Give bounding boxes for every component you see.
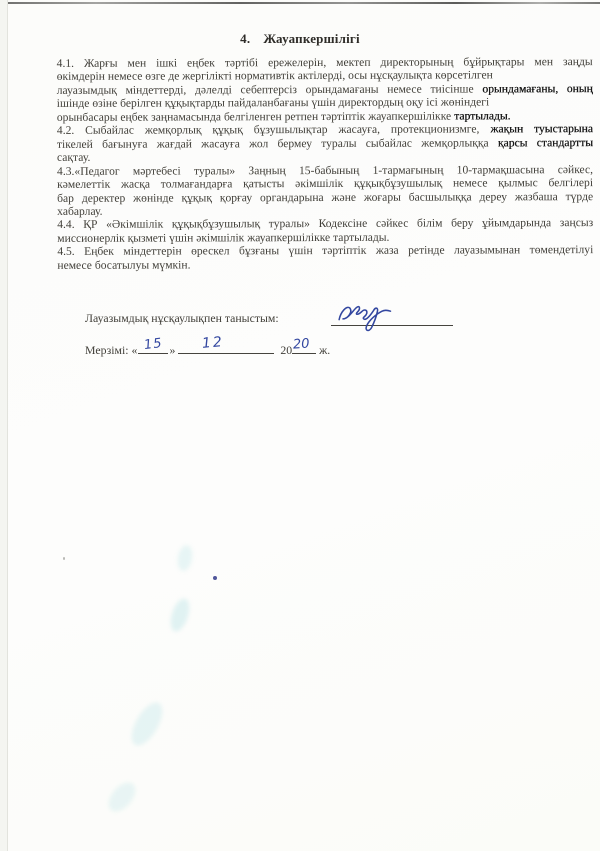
ink-speck-artifact	[63, 557, 65, 560]
year-prefix: 20	[280, 343, 293, 357]
text-line: хабарлау.	[57, 204, 103, 218]
document-body	[57, 55, 594, 272]
date-row	[85, 334, 331, 358]
text-line: бар деректер жөнінде құқық қорғау органдарына және жоғары басшылыққа дереу жазбаша түрде	[57, 189, 594, 205]
ink-bleed-artifact	[125, 698, 168, 751]
scan-top-edge-artifact	[0, 2, 600, 4]
handwritten-day: 15	[143, 335, 164, 354]
text-line: 4.3.«Педагог мәртебесі туралы» Заңның 15-бабының 1-тармағының 10-тармақшасына сәйкес,	[57, 162, 594, 178]
scan-left-edge-artifact	[7, 0, 8, 851]
ink-speck-artifact	[213, 576, 217, 580]
ink-bleed-artifact	[167, 596, 193, 633]
year-blank	[292, 336, 316, 354]
handwritten-signature	[333, 298, 425, 332]
paragraph-4-3	[57, 163, 593, 219]
dark-print-segment: қарсы стандартты	[497, 135, 593, 150]
paragraph-4-5	[57, 243, 593, 272]
dark-print-segment: тартылады.	[454, 109, 511, 123]
section-number: 4.	[240, 31, 251, 46]
text-line: миссионерлік қызметі үшін әкімшілік жауапкершілікке тартылады.	[57, 230, 390, 245]
date-label: Мерзімі:	[85, 343, 129, 357]
text-line: орынбасары еңбек заңнамасында белгіленген ретпен тәртіптік жауапкершілікке тартылады.	[56, 109, 511, 124]
acknowledgment-label: Лауазымдық нұсқаулықпен таныстым:	[85, 311, 279, 325]
text-line: 4.1. Жарғы мен ішкі еңбек тәртібі ережелерін, мектеп директорының бұйрықтары мен заңды	[56, 55, 593, 70]
section-title	[0, 31, 600, 47]
dark-print-segment: жақын туыстарына	[490, 122, 593, 136]
text-line: 4.4. ҚР «Әкімшілік құқықбұзушылық туралы» Кодексіне сәйкес білім беру ұйымдарында заңсыз	[57, 216, 594, 232]
text-line: кәмелеттік жасқа толмағандарға қатысты әкімшілік құқықбұзушылық немесе қылмыс белгілері	[57, 176, 594, 192]
day-blank	[138, 335, 168, 354]
text-line: өкімдерін немесе өзге де жергілікті нормативтік актілерді, осы нұсқаулықта көрсетілген	[56, 68, 493, 84]
month-blank	[178, 334, 274, 354]
year-suffix: ж.	[319, 343, 331, 357]
acknowledgment-row	[85, 311, 555, 326]
handwritten-month: 12	[201, 334, 225, 352]
paragraph-4-1	[57, 55, 593, 124]
scan-left-margin	[0, 0, 7, 851]
text-line: тікелей бағынуға жағдай жасауға жол бермеу туралы сыбайлас жемқорлыққа қарсы стандартты	[56, 135, 593, 151]
signature-line	[331, 313, 453, 326]
close-quote: »	[169, 343, 176, 357]
text-line: 4.5. Еңбек міндеттерін өрескел бұзғаны үшін тәртіптік жаза ретінде лауазымынан төмендетілуі	[57, 243, 594, 259]
open-quote: «	[131, 343, 138, 357]
text-line: лауазымдық міндеттерді, дәлелді себептерсіз орындамағаны немесе тиісінше орындамағаны, оның	[56, 81, 593, 97]
ink-bleed-artifact	[103, 778, 140, 817]
text-line: сақтау.	[56, 150, 91, 165]
text-line: ішінде өзіне берілген құқықтарды пайдаланбағаны үшін директордың оқу ісі жөніндегі	[56, 95, 490, 111]
text-line: 4.2. Сыбайлас жемқорлық құқық бұзушылықтар жасауға, протекционизмге, жақын туыстарына	[56, 122, 593, 138]
dark-print-segment: орындамағаны, оның	[482, 81, 593, 96]
paragraph-4-2	[57, 122, 593, 164]
handwritten-year: 20	[292, 336, 311, 353]
section-title-text: Жауапкершілігі	[263, 31, 360, 46]
ink-bleed-artifact	[176, 544, 194, 572]
paragraph-4-4	[57, 217, 593, 246]
text-line: немесе босатылуы мүмкін.	[57, 258, 191, 272]
